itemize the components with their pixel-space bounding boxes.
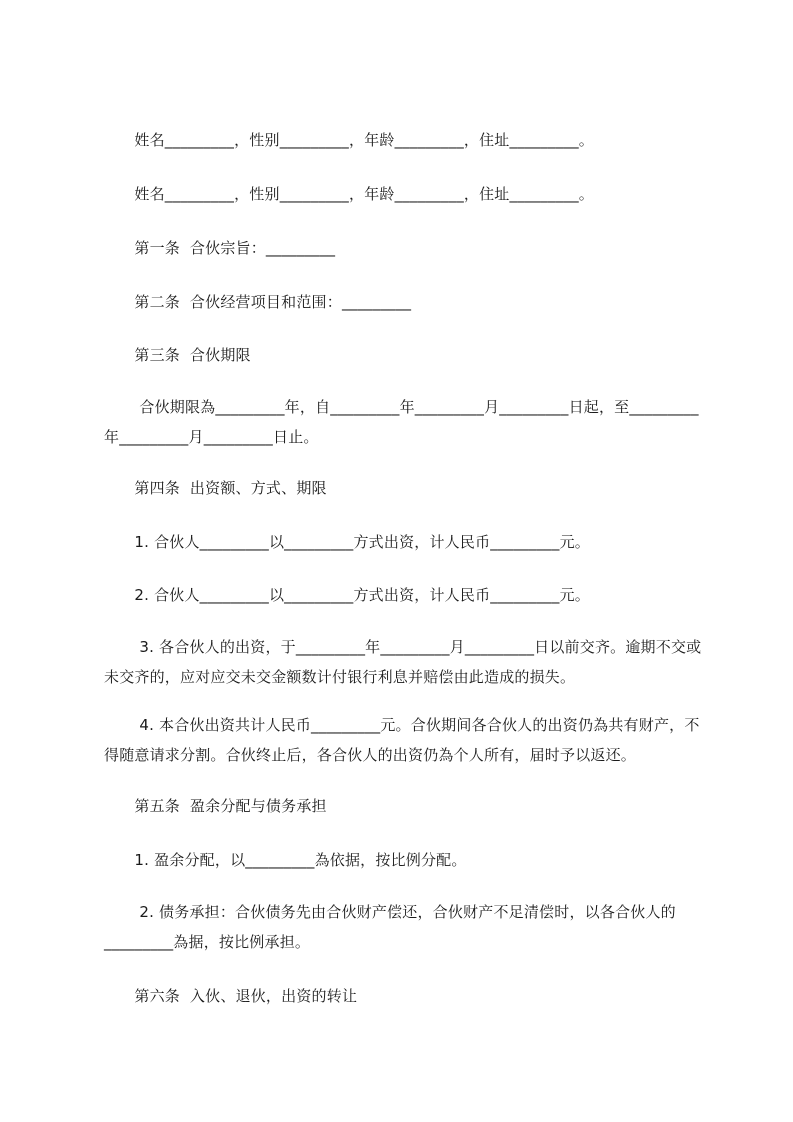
party-info-line-1: 姓名_________，性别_________，年龄_________，住址_________。 xyxy=(104,131,595,149)
profit-distribution-item: 1. 盈余分配，以_________為依据，按比例分配。 xyxy=(104,851,467,869)
debt-bearing-item-text: 2. 债务承担：合伙债务先由合伙财产偿还，合伙财产不足清偿时，以各合伙人的_________為据，按比例承担。 xyxy=(104,903,676,951)
contribution-item-3-text: 3. 各合伙人的出资，于_________年_________月_________日以前交齐。逾期不交或未交齐的，应对应交未交金额数计付银行利息并赔偿由此造成的损失。 xyxy=(104,638,702,686)
term-paragraph-text: 合伙期限為_________年，自_________年_________月_________日起，至_________年_________月_________日止。 xyxy=(104,398,699,446)
debt-bearing-item xyxy=(104,897,708,957)
contribution-item-4 xyxy=(104,710,708,770)
article-1-heading: 第一条 合伙宗旨：_________ xyxy=(104,239,336,257)
term-paragraph xyxy=(104,392,708,452)
contribution-item-3 xyxy=(104,632,708,692)
article-6-heading: 第六条 入伙、退伙，出资的转让 xyxy=(104,987,358,1005)
article-2-heading: 第二条 合伙经营项目和范围：_________ xyxy=(104,293,412,311)
article-5-heading: 第五条 盈余分配与债务承担 xyxy=(104,797,327,815)
article-4-heading: 第四条 出资额、方式、期限 xyxy=(104,479,327,497)
article-3-heading: 第三条 合伙期限 xyxy=(104,346,251,364)
party-info-line-2: 姓名_________，性别_________，年龄_________，住址_________。 xyxy=(104,185,595,203)
contribution-item-2: 2. 合伙人_________以_________方式出资，计人民币_________元。 xyxy=(104,586,590,604)
contribution-item-4-text: 4. 本合伙出资共计人民币_________元。合伙期间各合伙人的出资仍為共有财产，不得随意请求分割。合伙终止后，各合伙人的出资仍為个人所有，届时予以返还。 xyxy=(104,716,700,764)
contribution-item-1: 1. 合伙人_________以_________方式出资，计人民币_________元。 xyxy=(104,533,590,551)
